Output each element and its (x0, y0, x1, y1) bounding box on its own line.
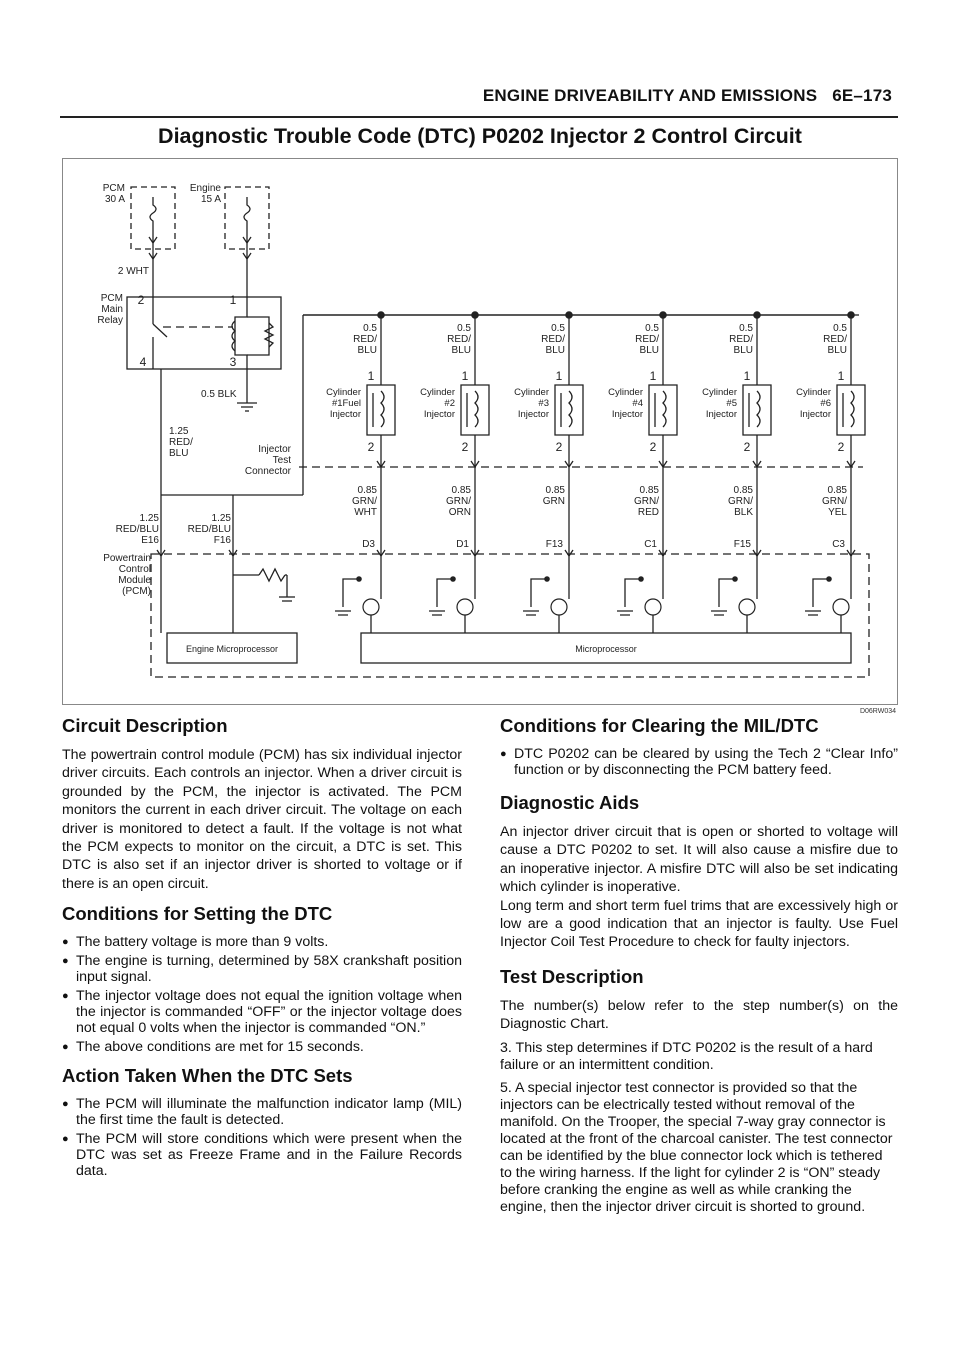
right-column (500, 715, 898, 1222)
test-connector-label: Connector (244, 466, 291, 477)
circuit-description-heading: Circuit Description (62, 715, 228, 736)
pcm-label: Control (118, 564, 151, 575)
list-item: ● The above conditions are met for 15 seconds. (62, 1039, 462, 1055)
header-rule (60, 116, 898, 118)
driver-gate (531, 579, 547, 607)
injector-feed-label: 0.5 (645, 323, 659, 334)
injector-name-label: Cylinder (420, 387, 455, 398)
injector-name-label: Cylinder (514, 387, 549, 398)
setting-conditions-heading: Conditions for Setting the DTC (62, 903, 333, 925)
test-connector-label: Injector (258, 444, 291, 455)
diagnostic-aids-text-1: An injector driver circuit that is open or shorted to voltage will cause a DTC P0202 to set. It will also cause a misfire due to an inoperative injector. A misfire DTC will also be set indicating which cylinder is inoperative. (500, 824, 898, 896)
injector-pin: 2 (461, 440, 469, 454)
injector-name-label: Cylinder (326, 387, 361, 398)
driver-node (451, 577, 455, 581)
driver-gate (437, 579, 453, 607)
pcm-pin-label: D3 (362, 539, 375, 550)
injector-box (367, 385, 395, 435)
injector-pin: 2 (837, 440, 845, 454)
injector-wire-label: 0.85 (733, 485, 753, 496)
injector-coil (851, 391, 854, 427)
injector-wire-label: 0.85 (451, 485, 471, 496)
injector-feed-label: 0.5 (457, 323, 471, 334)
injector-feed-label: BLU (451, 345, 471, 356)
step-text: This step determines if DTC P0202 is the result of a hard failure or an intermittent condition. (500, 1039, 873, 1073)
injector-feed-label: RED/ (541, 334, 565, 345)
ground-symbol (711, 611, 727, 615)
injector-wire-label: 0.85 (545, 485, 565, 496)
injector-pin: 1 (649, 369, 657, 383)
wiring-diagram (62, 158, 898, 705)
injector-name-label: #5 (726, 398, 737, 409)
setting-conditions-list (62, 934, 462, 1055)
ground-symbol (523, 611, 539, 615)
injector-name-label: Cylinder (702, 387, 737, 398)
relay-pin: 1 (229, 293, 237, 307)
relay-box (127, 297, 281, 369)
injector-feed-label: RED/ (635, 334, 659, 345)
injector-feed-label: RED/ (353, 334, 377, 345)
wiring-diagram-svg (63, 159, 897, 704)
injector-wire-label: GRN/ (634, 496, 659, 507)
injector-box (461, 385, 489, 435)
driver-node (639, 577, 643, 581)
injector-feed-label: 0.5 (739, 323, 753, 334)
page-title: Diagnostic Trouble Code (DTC) P0202 Injector 2 Control Circuit (158, 124, 802, 148)
injector-feed-label: 0.5 (551, 323, 565, 334)
fuse-engine-label: Engine (189, 183, 221, 194)
driver-node (733, 577, 737, 581)
injector-pin: 2 (743, 440, 751, 454)
relay-pin: 3 (229, 355, 237, 369)
injector-pin: 1 (461, 369, 469, 383)
page-header (483, 86, 892, 106)
injector-name-label: Injector (611, 409, 643, 420)
injector-wire-label: GRN/ (446, 496, 471, 507)
pcm-pin-label: E16 (141, 535, 159, 546)
injector-wire-label: ORN (448, 507, 471, 518)
test-description-heading: Test Description (500, 965, 644, 987)
test-step (500, 1040, 898, 1074)
diagnostic-aids-heading: Diagnostic Aids (500, 792, 640, 813)
injector-name-label: Injector (517, 409, 549, 420)
injector-wire-label: WHT (354, 507, 377, 518)
injector-name-label: Injector (705, 409, 737, 420)
test-step (500, 1080, 898, 1216)
pcm-pin-label: RED/BLU (187, 524, 231, 535)
fuse-pcm-label: 30 A (104, 194, 125, 205)
pcm-pin-label: C3 (832, 539, 845, 550)
injector-feed-label: 0.5 (833, 323, 847, 334)
injector-wire-label: YEL (828, 507, 847, 518)
injector-feed-label: 0.5 (363, 323, 377, 334)
driver-transistor (739, 599, 755, 615)
pcm-pin-label: F16 (213, 535, 231, 546)
pcm-pin-label: F13 (545, 539, 563, 550)
injector-name-label: #1Fuel (331, 398, 361, 409)
ground-symbol (617, 611, 633, 615)
injector-box (555, 385, 583, 435)
injector-feed-label: BLU (357, 345, 377, 356)
injector-name-label: #3 (538, 398, 549, 409)
fuse-pcm-symbol (150, 197, 156, 229)
injector-wire-label: 0.85 (639, 485, 659, 496)
list-item: ● DTC P0202 can be cleared by using the Tech 2 “Clear Info” function or by disconnecting the PCM battery feed. (500, 746, 898, 778)
driver-node (357, 577, 361, 581)
injector-wire-label: 0.85 (827, 485, 847, 496)
wire-label: 1.25 (169, 426, 189, 437)
wire-label: 0.5 BLK (201, 389, 237, 400)
injector-feed-label: BLU (827, 345, 847, 356)
driver-transistor (363, 599, 379, 615)
driver-gate (343, 579, 359, 607)
clearing-conditions-heading: Conditions for Clearing the MIL/DTC (500, 715, 819, 736)
wire-label: RED/ (169, 437, 193, 448)
injector-box (649, 385, 677, 435)
injector-feed-label: RED/ (823, 334, 847, 345)
driver-gate (813, 579, 829, 607)
figure-id: D06RW034 (859, 708, 896, 715)
injector-wire-label: RED (637, 507, 659, 518)
injector-pin: 1 (555, 369, 563, 383)
injector-coil (663, 391, 666, 427)
injector-name-label: #6 (820, 398, 831, 409)
action-taken-heading: Action Taken When the DTC Sets (62, 1065, 353, 1087)
driver-gate (625, 579, 641, 607)
page-number: 6E–173 (832, 86, 892, 105)
injector-pin: 2 (649, 440, 657, 454)
injector-box (743, 385, 771, 435)
ground-symbol (805, 611, 821, 615)
relay-pin: 2 (137, 293, 145, 307)
left-column (62, 715, 462, 1189)
injector-pin: 1 (837, 369, 845, 383)
pcm-label: Module (118, 575, 151, 586)
diagnostic-aids-text-2: Long term and short term fuel trims that are excessively high or low are a good indication that an injector is faulty. Use Fuel Injector Coil Test Procedure to check for faulty injectors. (500, 897, 898, 951)
ground-symbol (335, 611, 351, 615)
injector-coil (381, 391, 384, 427)
injector-feed-label: BLU (545, 345, 565, 356)
pcm-pin-label: C1 (644, 539, 657, 550)
injector-circuits (335, 312, 865, 633)
injector-pin: 2 (555, 440, 563, 454)
driver-transistor (833, 599, 849, 615)
injector-wire-label: GRN/ (822, 496, 847, 507)
injector-wire-label: GRN (542, 496, 565, 507)
pcm-label: (PCM) (122, 586, 151, 597)
injector-pin: 1 (367, 369, 375, 383)
driver-node (545, 577, 549, 581)
injector-name-label: Injector (423, 409, 455, 420)
wire-label: 2 WHT (117, 266, 149, 277)
injector-name-label: Injector (799, 409, 831, 420)
pcm-pin-label: RED/BLU (115, 524, 159, 535)
injector-feed-label: BLU (639, 345, 659, 356)
driver-transistor (457, 599, 473, 615)
driver-transistor (551, 599, 567, 615)
fuse-engine-symbol (244, 197, 250, 229)
driver-node (827, 577, 831, 581)
injector-wire-label: GRN/ (728, 496, 753, 507)
clearing-conditions-list (500, 746, 898, 778)
engine-micro-label: Engine Microprocessor (185, 644, 279, 654)
injector-name-label: Cylinder (796, 387, 831, 398)
list-item: ● The injector voltage does not equal the ignition voltage when the injector is commanded “OFF” or the injector voltage does not equal 0 volts when the injector is commanded “ON.” (62, 988, 462, 1036)
injector-name-label: #4 (632, 398, 643, 409)
relay-pin: 4 (139, 355, 147, 369)
relay-label: Relay (97, 315, 123, 326)
pcm-pin-label: D1 (456, 539, 469, 550)
pcm-pin-label: F15 (733, 539, 751, 550)
injector-pin: 2 (367, 440, 375, 454)
step-text: A special injector test connector is provided so that the injectors can be electrically tested without removal of the manifold. On the Trooper, the special 7-way gray connector is located at the front of the charcoal canister. The test connector can be identified by the blue connector lock which is tethered to the wiring harness. If the light for cylinder 2 is “ON” steady before cranking the engine as well as while cranking the engine, then the injector driver circuit is shorted to ground. (500, 1079, 893, 1215)
injector-wire-label: 0.85 (357, 485, 377, 496)
circuit-description-text: The powertrain control module (PCM) has six individual injector driver circuits. Each controls an injector. When a driver circuit is grounded by the PCM, the injector is activated. The PCM monitors the current in each driver circuit. The voltage on each driver is monitored to detect a fault. If the voltage is not what the PCM expects to monitor on the circuit, a DTC is set. This DTC is also set if an injector driver is shorted to voltage or if there is an open circuit. (62, 747, 462, 892)
injector-coil (757, 391, 760, 427)
fuse-pcm-label: PCM (102, 183, 125, 194)
pcm-pin-label: 1.25 (211, 513, 231, 524)
micro-label: Microprocessor (575, 644, 637, 654)
injector-wire-label: BLK (734, 507, 753, 518)
pcm-label: Powertrain (103, 553, 151, 564)
fuse-engine-label: 15 A (200, 194, 221, 205)
injector-coil (569, 391, 572, 427)
injector-coil (475, 391, 478, 427)
injector-feed-label: RED/ (729, 334, 753, 345)
injector-box (837, 385, 865, 435)
section-title: ENGINE DRIVEABILITY AND EMISSIONS (482, 86, 818, 105)
injector-feed-label: BLU (733, 345, 753, 356)
list-item: ● The PCM will store conditions which were present when the DTC was set as Freeze Frame and in the Failure Records data. (62, 1131, 462, 1179)
test-description-intro: The number(s) below refer to the step number(s) on the Diagnostic Chart. (500, 997, 898, 1033)
relay-label: PCM (100, 293, 123, 304)
step-number: 3. (500, 1039, 512, 1056)
pcm-boundary (151, 554, 869, 677)
driver-gate (719, 579, 735, 607)
test-connector-label: Test (272, 455, 291, 466)
action-taken-list (62, 1096, 462, 1179)
injector-name-label: Cylinder (608, 387, 643, 398)
pcm-pin-label: 1.25 (139, 513, 159, 524)
injector-name-label: #2 (444, 398, 455, 409)
injector-wire-label: GRN/ (352, 496, 377, 507)
list-item: ● The engine is turning, determined by 58X crankshaft position input signal. (62, 953, 462, 985)
driver-transistor (645, 599, 661, 615)
wire-label: BLU (169, 448, 189, 459)
injector-name-label: Injector (329, 409, 361, 420)
step-number: 5. (500, 1079, 512, 1096)
injector-pin: 1 (743, 369, 751, 383)
list-item: ● The PCM will illuminate the malfunction indicator lamp (MIL) the first time the fault is detected. (62, 1096, 462, 1128)
injector-feed-label: RED/ (447, 334, 471, 345)
relay-label: Main (101, 304, 123, 315)
diagram-labels (97, 183, 847, 654)
ground-symbol (429, 611, 445, 615)
list-item: ● The battery voltage is more than 9 volts. (62, 934, 462, 950)
